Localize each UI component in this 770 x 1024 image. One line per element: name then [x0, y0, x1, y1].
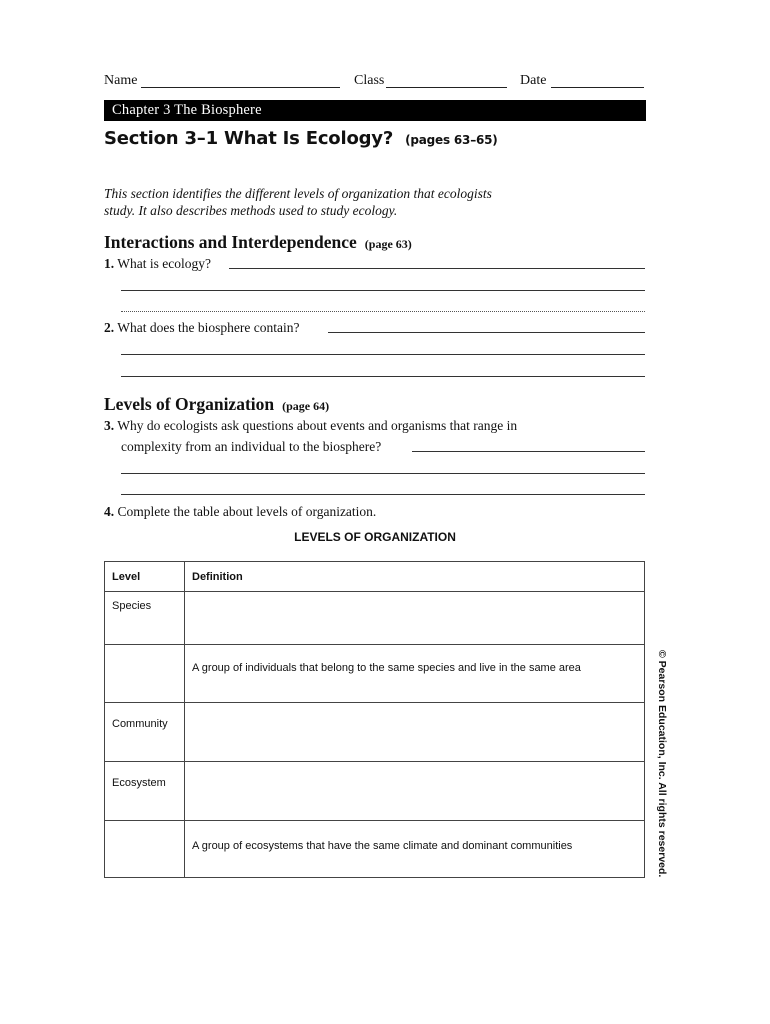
answer-line[interactable] [121, 494, 645, 495]
answer-line[interactable] [121, 290, 645, 291]
chapter-title: Chapter 3 The Biosphere [112, 102, 262, 118]
answer-line[interactable] [229, 268, 645, 269]
question-2 [104, 320, 299, 336]
class-field[interactable] [386, 74, 507, 88]
question-3-number: 3. [104, 418, 115, 433]
answer-line[interactable] [121, 473, 645, 474]
table-row [105, 703, 645, 762]
definition-cell[interactable] [185, 762, 645, 821]
definition-cell[interactable] [185, 703, 645, 762]
intro-text: This section identifies the different levels of organization that ecologists study. It also describes methods used to study ecology. [104, 186, 492, 218]
section-pages: (pages 63–65) [405, 133, 498, 147]
question-4 [104, 504, 376, 520]
question-1-text: What is ecology? [117, 256, 211, 271]
section-title [104, 128, 498, 149]
class-label: Class [354, 73, 385, 88]
column-header-definition: Definition [185, 562, 645, 592]
heading-levels-text: Levels of Organization [104, 394, 275, 414]
answer-line[interactable] [121, 354, 645, 355]
question-2-number: 2. [104, 320, 115, 335]
column-header-level: Level [105, 562, 185, 592]
definition-cell[interactable]: A group of ecosystems that have the same climate and dominant communities [185, 821, 645, 878]
table-row [105, 762, 645, 821]
heading-interactions-text: Interactions and Interdependence [104, 232, 357, 252]
question-1-number: 1. [104, 256, 115, 271]
table-title: LEVELS OF ORGANIZATION [294, 530, 456, 544]
heading-levels [104, 394, 329, 415]
answer-line[interactable] [328, 332, 645, 333]
levels-table [104, 561, 645, 878]
level-cell[interactable] [105, 821, 185, 878]
level-cell[interactable]: Community [105, 703, 185, 762]
copyright-notice: © Pearson Education, Inc. All rights reserved. [656, 650, 668, 878]
question-4-text: Complete the table about levels of organization. [117, 504, 377, 519]
question-1 [104, 256, 211, 272]
question-4-number: 4. [104, 504, 115, 519]
answer-line[interactable] [121, 376, 645, 377]
table-row [105, 821, 645, 878]
level-cell[interactable] [105, 645, 185, 703]
date-label: Date [520, 73, 547, 88]
definition-cell[interactable] [185, 592, 645, 645]
answer-line[interactable] [412, 451, 645, 452]
name-label: Name [104, 73, 138, 88]
name-field[interactable] [141, 74, 340, 88]
question-2-text: What does the biosphere contain? [117, 320, 300, 335]
chapter-bar [104, 100, 646, 121]
table-row [105, 645, 645, 703]
heading-interactions [104, 232, 412, 253]
level-cell[interactable]: Ecosystem [105, 762, 185, 821]
question-3-text: Why do ecologists ask questions about events and organisms that range in [117, 418, 518, 433]
date-field[interactable] [551, 74, 644, 88]
table-header-row [105, 562, 645, 592]
level-cell[interactable]: Species [105, 592, 185, 645]
section-title-text: Section 3–1 What Is Ecology? [104, 128, 394, 149]
definition-cell[interactable]: A group of individuals that belong to the same species and live in the same area [185, 645, 645, 703]
question-3-continued: complexity from an individual to the biosphere? [121, 439, 382, 454]
table-row [105, 592, 645, 645]
answer-line[interactable] [121, 311, 645, 312]
heading-levels-pages: (page 64) [282, 399, 330, 413]
heading-interactions-pages: (page 63) [364, 237, 412, 251]
question-3 [104, 418, 517, 434]
